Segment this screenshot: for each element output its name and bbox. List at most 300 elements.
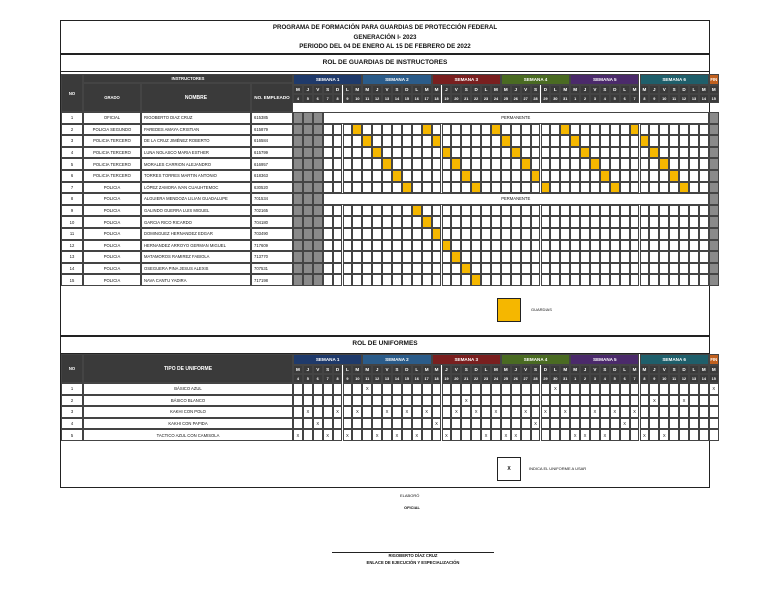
row-nombre: DE LA CRUZ JIMÉNEZ ROBERTO — [141, 135, 251, 147]
day-cell — [709, 147, 719, 159]
uniform-mark: X — [392, 429, 402, 441]
day-number: 27 — [521, 94, 531, 103]
day-letter: M — [640, 365, 650, 374]
day-letter: D — [541, 85, 551, 94]
day-letter: V — [382, 365, 392, 374]
day-cell — [491, 228, 501, 240]
day-cell — [392, 205, 402, 217]
day-letter: D — [333, 365, 343, 374]
day-cell — [362, 251, 372, 263]
day-cell — [531, 263, 541, 275]
row-empleado: 616957 — [251, 158, 293, 170]
day-cell — [293, 418, 303, 430]
day-cell — [560, 228, 570, 240]
day-number: 28 — [531, 374, 541, 383]
day-cell — [491, 158, 501, 170]
row-no: 13 — [61, 251, 83, 263]
day-cell — [451, 135, 461, 147]
day-cell — [451, 228, 461, 240]
day-number: 4 — [600, 374, 610, 383]
day-cell — [659, 228, 669, 240]
day-number: 25 — [501, 94, 511, 103]
day-cell — [669, 263, 679, 275]
row-grado: POLICIA — [83, 193, 141, 205]
day-cell — [323, 216, 333, 228]
day-cell — [451, 263, 461, 275]
day-cell — [541, 216, 551, 228]
day-cell — [501, 251, 511, 263]
day-letter: V — [659, 85, 669, 94]
day-cell — [669, 418, 679, 430]
day-cell — [709, 182, 719, 194]
day-cell — [659, 263, 669, 275]
day-letter: L — [550, 365, 560, 374]
col-nombre: NOMBRE — [141, 83, 251, 112]
document-header — [60, 20, 710, 54]
day-cell — [679, 124, 689, 136]
day-number: 25 — [501, 374, 511, 383]
day-cell — [709, 418, 719, 430]
day-cell — [491, 395, 501, 407]
day-letter: J — [442, 85, 452, 94]
day-cell — [481, 216, 491, 228]
day-cell — [709, 429, 719, 441]
day-cell — [640, 205, 650, 217]
day-cell — [333, 135, 343, 147]
day-letter: D — [610, 85, 620, 94]
day-cell — [402, 124, 412, 136]
guard-cell — [402, 182, 412, 194]
day-cell — [610, 240, 620, 252]
day-cell — [293, 124, 303, 136]
day-number: 31 — [560, 374, 570, 383]
day-cell — [620, 406, 630, 418]
row-tipo: TACTICO AZUL CON CAMISOLA — [83, 429, 293, 441]
day-cell — [531, 228, 541, 240]
day-cell — [521, 418, 531, 430]
day-cell — [412, 124, 422, 136]
day-cell — [481, 124, 491, 136]
day-cell — [640, 170, 650, 182]
day-cell — [333, 429, 343, 441]
day-letter: S — [323, 85, 333, 94]
day-cell — [471, 429, 481, 441]
day-cell — [521, 205, 531, 217]
day-letter: D — [333, 85, 343, 94]
day-letter: L — [343, 85, 353, 94]
day-cell — [689, 205, 699, 217]
day-number: 3 — [590, 374, 600, 383]
day-cell — [481, 406, 491, 418]
day-cell — [521, 240, 531, 252]
day-cell — [560, 158, 570, 170]
guards-section-title: ROL DE GUARDIAS DE INSTRUCTORES — [322, 59, 448, 66]
day-cell — [382, 429, 392, 441]
row-empleado: 704180 — [251, 216, 293, 228]
day-cell — [659, 135, 669, 147]
day-cell — [471, 158, 481, 170]
day-cell — [550, 216, 560, 228]
day-letter: M — [362, 85, 372, 94]
day-cell — [402, 418, 412, 430]
guard-cell — [412, 205, 422, 217]
day-cell — [471, 124, 481, 136]
day-number: 24 — [491, 94, 501, 103]
day-cell — [362, 147, 372, 159]
day-cell — [531, 124, 541, 136]
day-cell — [442, 205, 452, 217]
day-cell — [372, 158, 382, 170]
day-cell — [570, 406, 580, 418]
day-letter: D — [402, 85, 412, 94]
day-cell — [491, 205, 501, 217]
day-cell — [521, 395, 531, 407]
day-cell — [323, 251, 333, 263]
day-cell — [669, 216, 679, 228]
day-number: 10 — [659, 94, 669, 103]
day-cell — [432, 205, 442, 217]
guard-legend-swatch — [497, 298, 521, 322]
day-cell — [442, 274, 452, 286]
day-letter: S — [531, 85, 541, 94]
day-cell — [402, 228, 412, 240]
day-cell — [362, 406, 372, 418]
day-cell — [451, 147, 461, 159]
day-cell — [580, 158, 590, 170]
day-cell — [541, 158, 551, 170]
day-cell — [313, 205, 323, 217]
day-cell — [491, 182, 501, 194]
day-cell — [412, 383, 422, 395]
day-cell — [511, 251, 521, 263]
day-cell — [471, 240, 481, 252]
day-cell — [392, 228, 402, 240]
uniform-mark: X — [372, 429, 382, 441]
guard-cell — [659, 158, 669, 170]
day-cell — [501, 170, 511, 182]
day-cell — [531, 406, 541, 418]
day-cell — [293, 263, 303, 275]
day-cell — [471, 135, 481, 147]
row-no: 9 — [61, 205, 83, 217]
day-cell — [501, 263, 511, 275]
day-cell — [521, 263, 531, 275]
day-cell — [649, 124, 659, 136]
day-cell — [451, 240, 461, 252]
day-cell — [412, 182, 422, 194]
uniform-mark: X — [590, 406, 600, 418]
day-cell — [541, 263, 551, 275]
day-cell — [382, 170, 392, 182]
week-header: SEMANA 4 — [501, 354, 570, 365]
day-letter: J — [649, 365, 659, 374]
guard-cell — [432, 228, 442, 240]
row-grado: POLICIA — [83, 228, 141, 240]
day-cell — [392, 158, 402, 170]
day-cell — [442, 158, 452, 170]
col-grado: GRADO — [83, 83, 141, 112]
uniform-mark: X — [451, 406, 461, 418]
day-cell — [343, 124, 353, 136]
day-cell — [580, 418, 590, 430]
day-cell — [699, 158, 709, 170]
day-cell — [392, 240, 402, 252]
day-cell — [343, 147, 353, 159]
day-cell — [521, 251, 531, 263]
day-cell — [481, 170, 491, 182]
row-tipo: KAKHI CON POLO — [83, 406, 293, 418]
day-cell — [491, 216, 501, 228]
day-cell — [501, 158, 511, 170]
day-cell — [659, 170, 669, 182]
uniform-mark: X — [303, 406, 313, 418]
day-cell — [709, 406, 719, 418]
day-cell — [313, 228, 323, 240]
day-cell — [570, 418, 580, 430]
day-cell — [333, 228, 343, 240]
day-cell — [570, 228, 580, 240]
day-number: 15 — [709, 374, 719, 383]
day-cell — [352, 147, 362, 159]
day-cell — [422, 170, 432, 182]
day-letter: L — [620, 365, 630, 374]
day-cell — [313, 274, 323, 286]
week-header: SEMANA 4 — [501, 74, 570, 85]
day-letter: J — [511, 365, 521, 374]
uniform-mark: X — [620, 418, 630, 430]
day-cell — [303, 112, 313, 124]
day-cell — [303, 216, 313, 228]
uniform-mark: X — [580, 429, 590, 441]
day-cell — [442, 395, 452, 407]
day-cell — [511, 406, 521, 418]
day-cell — [709, 274, 719, 286]
day-cell — [610, 251, 620, 263]
day-cell — [412, 406, 422, 418]
guard-cell — [471, 182, 481, 194]
day-cell — [541, 274, 551, 286]
day-cell — [709, 112, 719, 124]
day-cell — [521, 170, 531, 182]
week-header: SEMANA 1 — [293, 74, 362, 85]
day-cell — [471, 418, 481, 430]
day-cell — [412, 135, 422, 147]
day-cell — [600, 251, 610, 263]
day-cell — [699, 205, 709, 217]
row-empleado: 630520 — [251, 182, 293, 194]
day-number: 23 — [481, 94, 491, 103]
row-no: 2 — [61, 395, 83, 407]
uniform-mark: X — [501, 429, 511, 441]
day-cell — [333, 263, 343, 275]
day-cell — [649, 383, 659, 395]
day-number: 10 — [659, 374, 669, 383]
day-cell — [620, 158, 630, 170]
day-cell — [402, 170, 412, 182]
day-cell — [323, 205, 333, 217]
day-cell — [343, 418, 353, 430]
day-cell — [541, 170, 551, 182]
day-cell — [362, 263, 372, 275]
day-number: 5 — [303, 374, 313, 383]
day-number: 27 — [521, 374, 531, 383]
day-cell — [600, 124, 610, 136]
day-cell — [669, 240, 679, 252]
row-nombre: DOMINGUEZ HERNANDEZ EDGAR — [141, 228, 251, 240]
day-cell — [620, 182, 630, 194]
row-nombre: GARCIA RICO RICARDO — [141, 216, 251, 228]
day-cell — [699, 429, 709, 441]
row-empleado: 616584 — [251, 135, 293, 147]
day-cell — [382, 135, 392, 147]
day-letter: M — [630, 85, 640, 94]
day-cell — [640, 251, 650, 263]
day-cell — [352, 418, 362, 430]
day-cell — [610, 263, 620, 275]
day-cell — [689, 240, 699, 252]
week-header: SEMANA 6 — [640, 354, 709, 365]
day-cell — [501, 406, 511, 418]
day-cell — [531, 205, 541, 217]
day-cell — [372, 205, 382, 217]
day-cell — [491, 135, 501, 147]
day-cell — [333, 182, 343, 194]
header-line2: GENERACIÓN I- 2023 — [353, 33, 417, 41]
day-cell — [689, 124, 699, 136]
day-cell — [412, 170, 422, 182]
day-cell — [313, 216, 323, 228]
uniform-mark: X — [442, 429, 452, 441]
header-line3: PERIODO DEL 04 DE ENERO AL 15 DE FEBRERO DE 2022 — [299, 43, 471, 50]
uniform-mark: X — [550, 383, 560, 395]
day-cell — [362, 240, 372, 252]
day-cell — [649, 251, 659, 263]
day-cell — [541, 135, 551, 147]
day-cell — [442, 383, 452, 395]
day-cell — [461, 228, 471, 240]
day-cell — [679, 216, 689, 228]
day-cell — [352, 263, 362, 275]
day-cell — [343, 274, 353, 286]
day-cell — [422, 263, 432, 275]
day-cell — [382, 124, 392, 136]
day-number: 13 — [382, 374, 392, 383]
day-cell — [491, 274, 501, 286]
day-cell — [352, 158, 362, 170]
day-cell — [630, 228, 640, 240]
guard-cell — [560, 124, 570, 136]
day-cell — [580, 395, 590, 407]
day-cell — [699, 263, 709, 275]
day-cell — [630, 383, 640, 395]
day-cell — [432, 429, 442, 441]
day-cell — [590, 263, 600, 275]
row-no: 3 — [61, 135, 83, 147]
day-cell — [649, 418, 659, 430]
day-letter: J — [372, 85, 382, 94]
day-number: 9 — [343, 374, 353, 383]
day-cell — [560, 205, 570, 217]
day-cell — [640, 395, 650, 407]
day-cell — [689, 274, 699, 286]
day-letter: M — [630, 365, 640, 374]
day-cell — [323, 383, 333, 395]
day-cell — [313, 263, 323, 275]
day-cell — [392, 383, 402, 395]
day-cell — [362, 182, 372, 194]
day-cell — [640, 124, 650, 136]
day-cell — [323, 263, 333, 275]
day-cell — [640, 240, 650, 252]
uniform-mark: X — [659, 429, 669, 441]
row-empleado: 707531 — [251, 263, 293, 275]
day-cell — [442, 216, 452, 228]
day-cell — [560, 135, 570, 147]
day-cell — [372, 135, 382, 147]
guards-table — [61, 74, 718, 284]
day-cell — [422, 274, 432, 286]
fin-header: FIN — [709, 74, 719, 85]
day-cell — [531, 182, 541, 194]
guard-cell — [679, 182, 689, 194]
day-number: 29 — [541, 374, 551, 383]
uniform-mark: X — [402, 406, 412, 418]
day-letter: J — [580, 365, 590, 374]
row-no: 3 — [61, 406, 83, 418]
day-number: 11 — [669, 374, 679, 383]
row-grado: POLICIA — [83, 274, 141, 286]
day-letter: V — [521, 85, 531, 94]
day-cell — [382, 240, 392, 252]
day-cell — [412, 216, 422, 228]
day-number: 20 — [451, 94, 461, 103]
day-cell — [709, 158, 719, 170]
day-cell — [531, 147, 541, 159]
day-cell — [699, 251, 709, 263]
day-cell — [541, 418, 551, 430]
row-no: 8 — [61, 193, 83, 205]
day-cell — [491, 251, 501, 263]
day-cell — [679, 274, 689, 286]
header-line1: PROGRAMA DE FORMACIÓN PARA GUARDIAS DE PROTECCIÓN FEDERAL — [272, 24, 498, 31]
row-empleado: 615799 — [251, 147, 293, 159]
day-cell — [343, 383, 353, 395]
uniform-mark: X — [491, 406, 501, 418]
day-cell — [521, 274, 531, 286]
day-number: 16 — [412, 94, 422, 103]
day-cell — [451, 395, 461, 407]
uniform-legend-x: X — [497, 457, 521, 481]
day-letter: M — [352, 365, 362, 374]
day-cell — [382, 383, 392, 395]
day-cell — [630, 240, 640, 252]
day-cell — [699, 147, 709, 159]
day-cell — [630, 216, 640, 228]
day-cell — [372, 418, 382, 430]
day-cell — [531, 158, 541, 170]
day-cell — [590, 205, 600, 217]
day-cell — [352, 274, 362, 286]
day-cell — [372, 170, 382, 182]
day-number: 7 — [323, 94, 333, 103]
day-number: 15 — [709, 94, 719, 103]
day-cell — [699, 406, 709, 418]
day-cell — [501, 228, 511, 240]
day-cell — [382, 274, 392, 286]
day-cell — [422, 395, 432, 407]
guard-cell — [422, 216, 432, 228]
day-cell — [709, 251, 719, 263]
